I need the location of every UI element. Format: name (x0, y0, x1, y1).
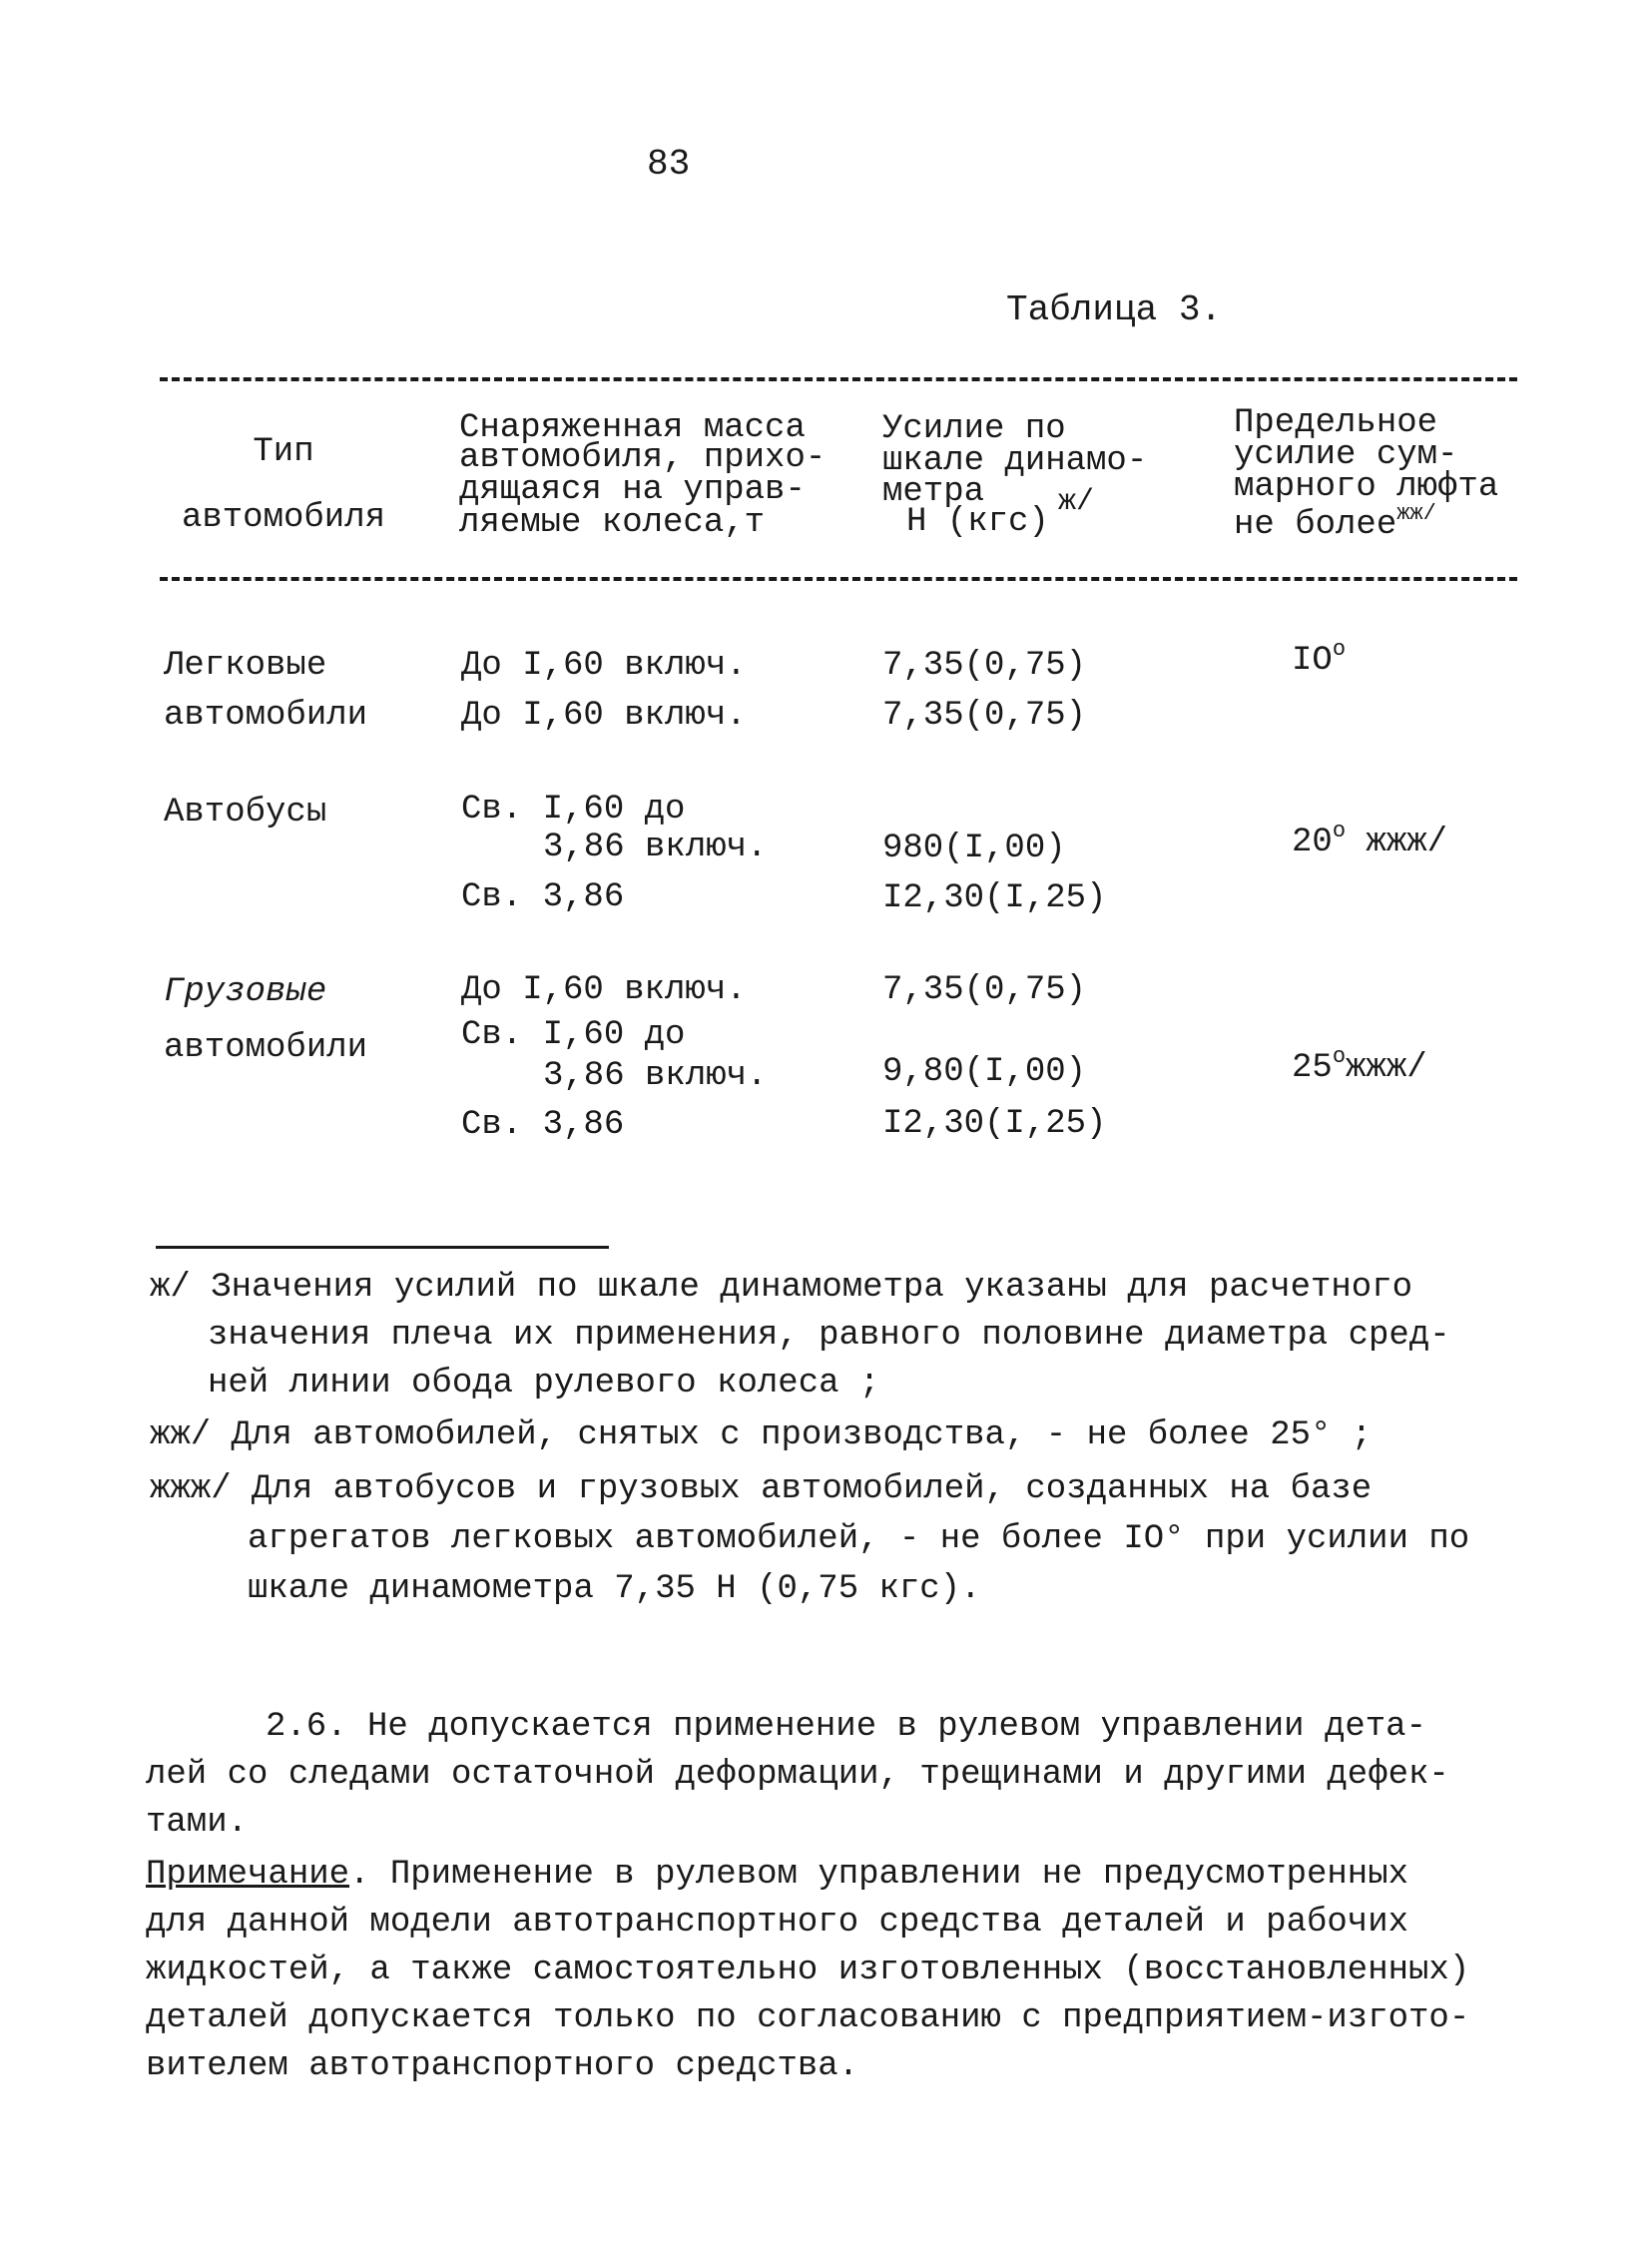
mass-line: До I,60 включ. (461, 971, 747, 1009)
table-header-rule (160, 577, 1517, 581)
note-line: . Применение в рулевом управлении не предусмотренных (349, 1856, 1409, 1894)
note-line: для данной модели автотранспортного средства деталей и рабочих (146, 1904, 1409, 1942)
type-line: Грузовые (164, 973, 327, 1011)
section-line: тами. (146, 1804, 249, 1842)
header-force-line: Н (кгс) (906, 503, 1049, 541)
footnote-3-mark: жжж/ (150, 1470, 232, 1508)
force-line: 7,35(0,75) (882, 647, 1087, 685)
group-buses-force (882, 825, 1106, 924)
footnote-2-line: Для автомобилей, снятых с производства, - не более 25° ; (231, 1416, 1373, 1454)
mass-line: До I,60 включ. (461, 647, 747, 685)
group-cars-mass (461, 641, 747, 741)
footnote-2-mark: жж/ (150, 1416, 212, 1454)
note-first-line (146, 1851, 1408, 1899)
force-line: 980(I,00) (882, 830, 1066, 867)
header-limit-line: не более (1234, 506, 1397, 544)
force-line: I2,30(I,25) (882, 1105, 1107, 1143)
header-force-line: метра (882, 473, 985, 511)
group-cars-force (882, 641, 1086, 741)
mass-line: Св. I,60 до (461, 1016, 686, 1054)
header-limit-footnote-mark: жж/ (1396, 501, 1436, 526)
limit-value: IO (1292, 642, 1333, 680)
type-line: автомобили (164, 1029, 368, 1067)
note-line: вителем автотранспортного средства. (146, 2047, 859, 2085)
header-type (164, 419, 403, 551)
header-limit-line: усилие сум- (1234, 436, 1458, 474)
footnote-3-line: агрегатов легковых автомобилей, - не более IO° при усилии по (248, 1520, 1470, 1558)
degree-sign: o (1332, 1044, 1347, 1069)
degree-sign: o (1332, 637, 1347, 662)
header-mass-line: автомобиля, прихо- (459, 439, 826, 477)
group-cars-limit (1292, 639, 1346, 686)
footnote-mark: жжж/ (1346, 1049, 1427, 1087)
mass-line: Св. 3,86 (461, 1106, 625, 1144)
force-line: 7,35(0,75) (882, 971, 1087, 1009)
group-buses-limit (1292, 821, 1447, 867)
degree-sign: o (1332, 819, 1347, 843)
header-force-line: шкале динамо- (882, 442, 1148, 480)
footnote-1 (150, 1264, 1412, 1312)
note-line: жидкостей, а также самостоятельно изготовленных (восстановленных) (146, 1952, 1470, 1989)
header-force-footnote-mark: ж/ (1058, 485, 1095, 519)
mass-line: Св. I,60 до (461, 791, 686, 829)
header-mass (459, 409, 826, 542)
section-line: 2.6. Не допускается применение в рулевом управлении дета- (266, 1708, 1426, 1746)
footnote-1-line: ней линии обода рулевого колеса ; (208, 1365, 880, 1402)
mass-line: Св. 3,86 (461, 878, 625, 916)
limit-value: 25 (1292, 1049, 1333, 1087)
footnote-3-line: шкале динамометра 7,35 Н (0,75 кгс). (248, 1570, 981, 1608)
force-line: 9,80(I,00) (882, 1053, 1087, 1091)
group-trucks-force (882, 964, 1106, 1150)
header-type-line: автомобиля (181, 499, 386, 537)
type-line: автомобили (164, 697, 368, 735)
header-limit-line: марного люфта (1234, 468, 1499, 506)
footnote-1-line: значения плеча их применения, равного половине диаметра сред- (208, 1317, 1450, 1355)
type-line: Автобусы (164, 794, 327, 832)
header-limit-line: Предельное (1234, 404, 1438, 442)
header-mass-line: ляемые колеса,т (459, 504, 766, 542)
mass-line: 3,86 включ. (543, 829, 768, 866)
footnote-separator (156, 1246, 609, 1249)
force-line: I2,30(I,25) (882, 879, 1107, 917)
group-trucks-mass (461, 964, 767, 1152)
note-line: деталей допускается только по согласованию с предприятием-изгото- (146, 1999, 1470, 2037)
footnote-1-line: Значения усилий по шкале динамометра указаны для расчетного (211, 1269, 1413, 1307)
limit-value: 20 (1292, 824, 1333, 861)
table-top-rule (160, 377, 1517, 381)
group-cars-type (164, 641, 367, 741)
header-mass-line: дящаяся на управ- (459, 471, 806, 509)
header-force-line: Усилие по (882, 410, 1066, 448)
footnote-2 (150, 1411, 1372, 1459)
header-mass-line: Снаряженная масса (459, 409, 806, 447)
header-type-line: Тип (253, 433, 314, 471)
table-title: Таблица 3. (1006, 289, 1223, 330)
header-limit (1234, 404, 1499, 550)
footnote-3 (150, 1465, 1372, 1513)
force-line: 7,35(0,75) (882, 697, 1087, 735)
group-trucks-type (164, 964, 367, 1076)
footnote-1-mark: ж/ (150, 1269, 191, 1307)
section-line: лей со следами остаточной деформации, трещинами и другими дефек- (146, 1756, 1449, 1794)
note-label: Примечание (146, 1856, 350, 1894)
footnote-mark: жжж/ (1366, 824, 1448, 861)
group-buses-mass (461, 791, 767, 928)
type-line: Легковые (164, 647, 327, 685)
footnote-3-line: Для автобусов и грузовых автомобилей, созданных на базе (252, 1470, 1373, 1508)
page-number: 83 (647, 144, 691, 185)
mass-line: 3,86 включ. (543, 1057, 768, 1095)
group-trucks-limit (1292, 1046, 1427, 1093)
group-buses-type (164, 791, 326, 835)
mass-line: До I,60 включ. (461, 697, 747, 735)
header-force (882, 410, 1148, 541)
